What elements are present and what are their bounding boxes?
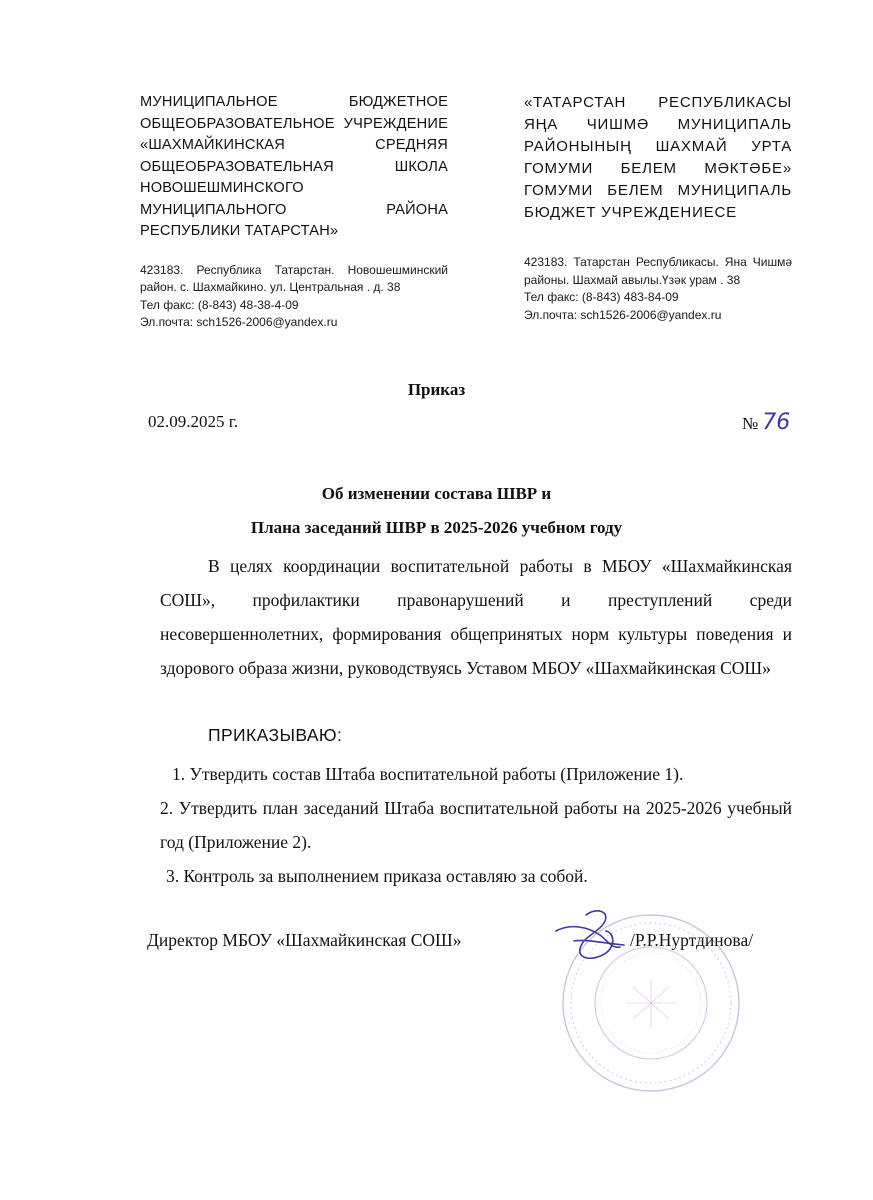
signer-position: Директор МБОУ «Шахмайкинская СОШ» <box>147 930 462 950</box>
org-email-ru: Эл.почта: sch1526-2006@yandex.ru <box>140 315 338 329</box>
org-contacts-ru <box>140 262 448 332</box>
org-contacts-tt <box>524 254 792 324</box>
org-name-tt: «ТАТАРСТАН РЕСПУБЛИКАСЫ ЯҢА ЧИШМӘ МУНИЦИПАЛЬ РАЙОНЫНЫҢ ШАХМАЙ УРТА ГОМУМИ БЕЛЕМ МӘКТӘБЕ» ГОМУМИ БЕЛЕМ МУНИЦИПАЛЬ БЮДЖЕТ УЧРЕЖДЕНИЕСЕ <box>524 94 792 221</box>
org-phone-ru: Тел факс: (8-843) 48-38-4-09 <box>140 297 299 312</box>
doc-number-value: 76 <box>762 410 791 435</box>
seal-emblem <box>626 979 676 1027</box>
order-items <box>160 757 792 893</box>
signer-name: /Р.Р.Нуртдинова/ <box>630 930 754 950</box>
header-right <box>524 92 792 324</box>
org-name-ru: МУНИЦИПАЛЬНОЕ БЮДЖЕТНОЕ ОБЩЕОБРАЗОВАТЕЛЬНОЕ УЧРЕЖДЕНИЕ «ШАХМАЙКИНСКАЯ СРЕДНЯЯ ОБЩЕОБРАЗОВАТЕЛЬНАЯ ШКОЛА НОВОШЕШМИНСКОГО МУНИЦИПАЛЬНОГО РАЙОНА РЕСПУБЛИКИ ТАТАРСТАН» <box>140 94 448 239</box>
org-address-tt: 423183. Татарстан Республикасы. Яна Чишмә районы. Шахмай авылы.Үзәк урам . 38 <box>524 255 792 287</box>
preamble-paragraph: В целях координации воспитательной работы в МБОУ «Шахмайкинская СОШ», профилактики правонарушений и преступлений среди несовершеннолетних, формирования общепринятых норм культуры поведения и здорового образа жизни, руководствуясь Уставом МБОУ «Шахмайкинская СОШ» <box>160 556 792 678</box>
doc-number <box>742 410 790 435</box>
subject-line-1: Об изменении состава ШВР и <box>321 484 552 503</box>
order-item-3: 3. Контроль за выполнением приказа оставляю за собой. <box>166 866 588 886</box>
doc-number-label: № <box>742 414 759 433</box>
order-item-1: 1. Утвердить состав Штаба воспитательной работы (Приложение 1). <box>172 764 684 784</box>
doc-title: Приказ <box>407 380 466 399</box>
org-phone-tt: Тел факс: (8-843) 483-84-09 <box>524 290 679 304</box>
org-email-tt: Эл.почта: sch1526-2006@yandex.ru <box>524 307 722 322</box>
header-left <box>140 92 448 332</box>
order-keyword: ПРИКАЗЫВАЮ: <box>208 725 343 745</box>
org-address-ru: 423183. Республика Татарстан. Новошешминский район. с. Шахмайкино. ул. Центральная . д. 38 <box>140 262 448 294</box>
order-item-2: 2. Утвердить план заседаний Штаба воспитательной работы на 2025-2026 учебный год (Приложение 2). <box>160 798 792 852</box>
subject-line-2: Плана заседаний ШВР в 2025-2026 учебном году <box>250 518 623 537</box>
signature <box>556 911 624 958</box>
doc-date: 02.09.2025 г. <box>148 412 239 431</box>
